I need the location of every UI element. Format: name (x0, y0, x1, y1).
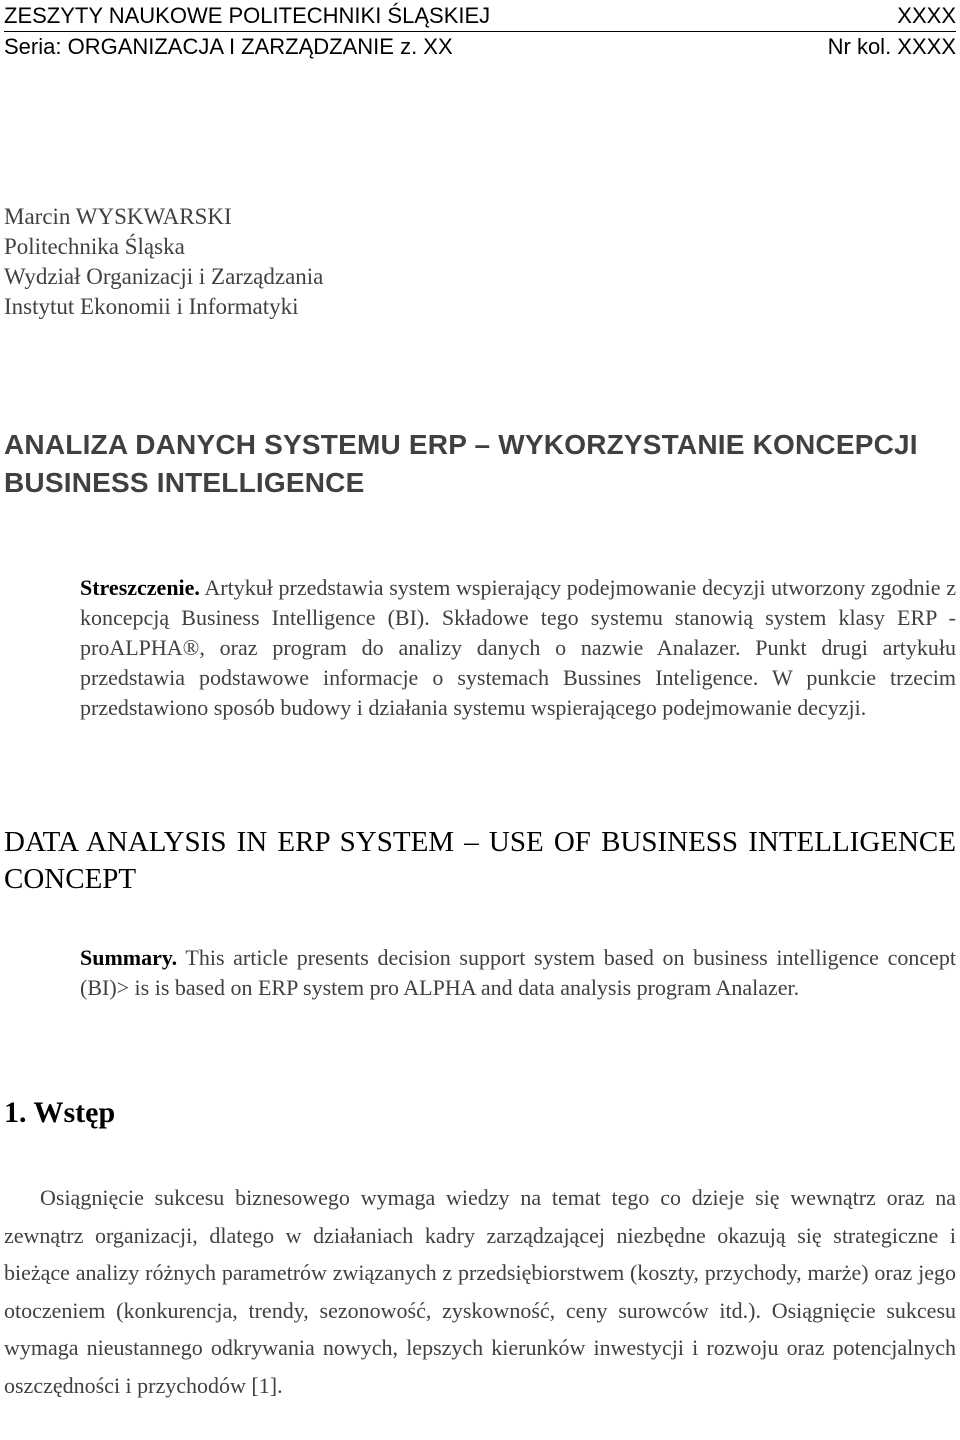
author-faculty: Wydział Organizacji i Zarządzania (4, 264, 324, 289)
section-heading: 1. Wstęp (4, 1096, 116, 1129)
author-institute: Instytut Ekonomii i Informatyki (4, 294, 299, 319)
abstract-english (80, 943, 956, 1003)
paper-title-polish: ANALIZA DANYCH SYSTEMU ERP – WYKORZYSTANIE KONCEPCJI BUSINESS INTELLIGENCE (4, 429, 918, 498)
paper-title-english: DATA ANALYSIS IN ERP SYSTEM – USE OF BUSINESS INTELLIGENCE CONCEPT (4, 826, 956, 895)
header-rule (4, 31, 956, 32)
author-university: Politechnika Śląska (4, 234, 185, 259)
body-paragraph: Osiągnięcie sukcesu biznesowego wymaga wiedzy na temat tego co dzieje się wewnątrz oraz na zewnątrz organizacji, dlatego w działaniach kadry zarządzającej niezbędne okazują się strategiczne i bieżące analizy różnych parametrów związanych z przedsiębiorstwem (koszty, przychody, marże) oraz jego otoczeniem (konkurencja, trendy, sezonowość, zyskowność, ceny surowców itd.). Osiągnięcie sukcesu wymaga nieustannego odkrywania nowych, lepszych kierunków inwestycji i rozwoju oraz potencjalnych oszczędności i przychodów [1]. (4, 1185, 956, 1398)
issue-number: Nr kol. XXXX (827, 34, 956, 59)
abstract-english-label: Summary. (80, 945, 178, 970)
abstract-english-text: This article presents decision support system based on business intelligence concept (BI)> is is based on ERP system pro ALPHA and data analysis program Analazer. (80, 945, 956, 1000)
author-block (4, 202, 323, 322)
volume-number: XXXX (897, 3, 956, 28)
journal-name: ZESZYTY NAUKOWE POLITECHNIKI ŚLĄSKIEJ (4, 3, 491, 28)
abstract-polish-text: Artykuł przedstawia system wspierający podejmowanie decyzji utworzony zgodnie z koncepcją Business Intelligence (BI). Składowe tego systemu stanowią system klasy ERP - proALPHA®, oraz program do analizy danych o nazwie Analazer. Punkt drugi artykułu przedstawia podstawowe informacje o systemach Bussines Inteligence. W punkcie trzecim przedstawiono sposób budowy i działania systemu wspierającego podejmowanie decyzji. (80, 575, 956, 720)
running-header-top (4, 3, 956, 29)
running-header-bottom (4, 34, 956, 60)
author-name: Marcin WYSKWARSKI (4, 204, 232, 229)
series-name: Seria: ORGANIZACJA I ZARZĄDZANIE z. XX (4, 34, 453, 59)
abstract-polish-label: Streszczenie. (80, 575, 200, 600)
abstract-polish (80, 573, 956, 723)
